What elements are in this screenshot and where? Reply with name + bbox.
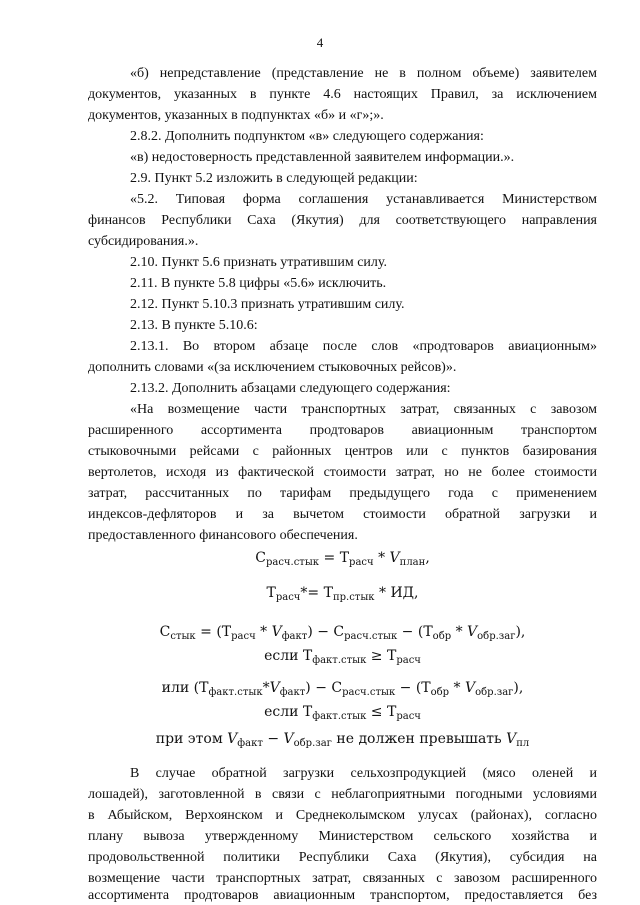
text-line: затрат, рассчитанных по тарифам предыдущего года с применением	[88, 486, 597, 501]
formula-5: или $(Т_{факт.стык}*V_{факт}) - C_{расч.стык} - (Т_{обр} * V_{обр.заг})$,	[161, 680, 524, 698]
formula-7: при этом $V_{факт} - V_{обр.заг}$ не должен превышать $V_{пл}$	[155, 731, 530, 749]
text-line: 2.12. Пункт 5.10.3 признать утратившим силу.	[130, 297, 405, 312]
text-line: индексов-дефляторов и за вычетом стоимости обратной загрузки и	[88, 507, 597, 522]
text-line: в Абыйском, Верхоянском и Среднеколымском улусах (районах), согласно	[88, 808, 597, 823]
text-line: В случае обратной загрузки сельхозпродукцией (мясо оленей и	[130, 766, 597, 781]
text-line: возмещение части транспортных затрат, связанных с завозом расширенного	[88, 871, 597, 886]
text-line: финансов Республики Саха (Якутия) для соответствующего направления	[88, 213, 597, 228]
text-line: 2.11. В пункте 5.8 цифры «5.6» исключить.	[130, 276, 387, 291]
text-line: субсидирования.».	[88, 234, 199, 249]
text-line: вертолетов, исходя из фактической стоимости затрат, но не более стоимости	[88, 465, 597, 480]
text-line: расширенного ассортимента продтоваров авиационным транспортом	[88, 423, 597, 438]
text-line: ассортимента продтоваров авиационным транспортом, предоставляется без	[88, 888, 597, 903]
formula-1: $C_{расч.стык} = Т_{расч} * V_{план}$,	[255, 550, 430, 568]
formula-6: если $Т_{факт.стык} \le Т_{расч}$	[264, 704, 421, 722]
text-line: продовольственной политики Республики Саха (Якутия), субсидия на	[88, 850, 597, 865]
page-number: 4	[316, 35, 324, 50]
formula-2: $Т_{расч}*= Т_{пр.стык}$ * ИД,	[266, 585, 419, 603]
text-line: лошадей), заготовленной в связи с неблагоприятными погодными условиями	[88, 787, 597, 802]
text-line: 2.10. Пункт 5.6 признать утратившим силу.	[130, 255, 387, 270]
text-line: «5.2. Типовая форма соглашения устанавливается Министерством	[130, 192, 597, 207]
text-line: документов, указанных в пункте 4.6 настоящих Правил, за исключением	[88, 87, 597, 102]
text-line: 2.8.2. Дополнить подпунктом «в» следующего содержания:	[130, 129, 484, 144]
text-line: предоставленного финансового обеспечения.	[88, 528, 358, 543]
text-line: плану вывоза утвержденному Министерством сельского хозяйства и	[88, 829, 597, 844]
text-line: 2.13.2. Дополнить абзацами следующего содержания:	[130, 381, 451, 396]
text-line: «На возмещение части транспортных затрат, связанных с завозом	[130, 402, 597, 417]
text-line: 2.13. В пункте 5.10.6:	[130, 318, 258, 333]
text-line: 2.9. Пункт 5.2 изложить в следующей редакции:	[130, 171, 418, 186]
formula-3: $C_{стык} = (Т_{расч} * V_{факт}) - C_{расч.стык} - (Т_{обр} * V_{обр.заг})$,	[159, 624, 526, 642]
formula-4: если $Т_{факт.стык} \ge Т_{расч}$	[264, 648, 421, 666]
text-line: стыковочными рейсами с районных центров или с пунктов базирования	[88, 444, 597, 459]
text-line: дополнить словами «(за исключением стыковочных рейсов)».	[88, 360, 457, 375]
text-line: документов, указанных в подпунктах «б» и «г»;».	[88, 108, 384, 123]
text-line: «б) непредставление (представление не в полном объеме) заявителем	[130, 66, 597, 81]
text-line: «в) недостоверность представленной заявителем информации.».	[130, 150, 515, 165]
text-line: 2.13.1. Во втором абзаце после слов «продтоваров авиационным»	[130, 339, 597, 354]
